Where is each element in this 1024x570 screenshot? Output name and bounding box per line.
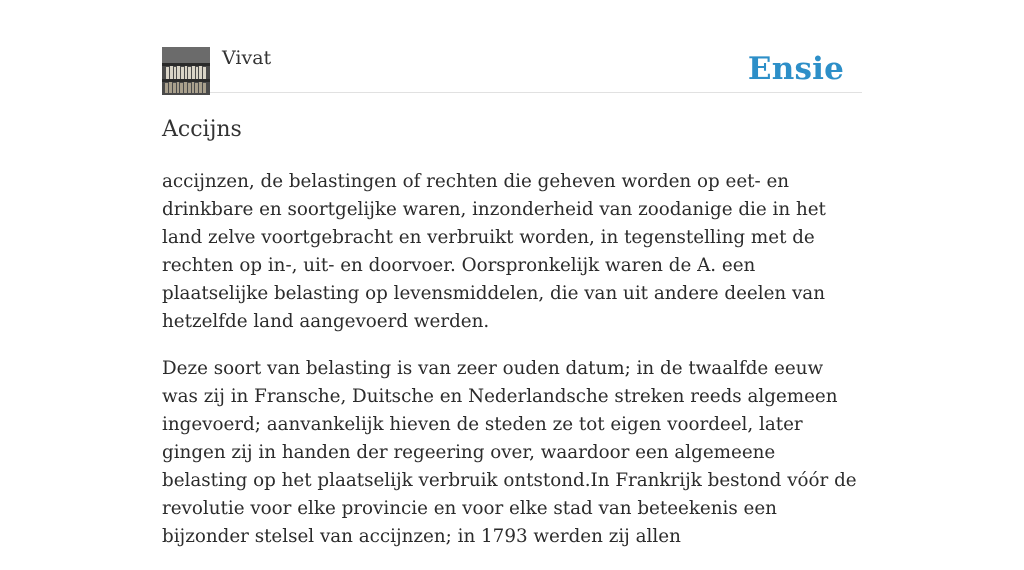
- bookshelf-avatar-icon: [162, 47, 210, 95]
- article-paragraph: accijnzen, de belastingen of rechten die geheven worden op eet- en drinkbare en soortgelijke waren, inzonderheid van zoodanige die in het land zelve voortgebracht en verbruikt worden, in tegenstelling met de rechten op in-, uit- en doorvoer. Oorspronkelijk waren de A. een plaatselijke belasting op levensmiddelen, die van uit andere deelen van hetzelfde land aangevoerd werden.: [162, 171, 826, 332]
- brand-logo[interactable]: Ensie: [747, 51, 844, 87]
- author-avatar[interactable]: [162, 47, 210, 95]
- article-paragraph: Deze soort van belasting is van zeer ouden datum; in de twaalfde eeuw was zij in Fransche, Duitsche en Nederlandsche streken reeds algemeen ingevoerd; aanvankelijk hieven de steden ze tot eigen voordeel, later gingen zij in handen der regeering over, waardoor een algemeene belasting op het plaatselijk verbruik ontstond.In Frankrijk bestond vóór de revolutie voor elke provincie en voor elke stad van beteekenis een bijzonder stelsel van accijnzen; in 1793 werden zij allen: [162, 358, 857, 547]
- article-page: [162, 0, 862, 547]
- page-header: [162, 46, 862, 93]
- article-title: Accijns: [162, 117, 242, 142]
- article-body: [162, 168, 862, 570]
- author-name[interactable]: Vivat: [222, 47, 272, 69]
